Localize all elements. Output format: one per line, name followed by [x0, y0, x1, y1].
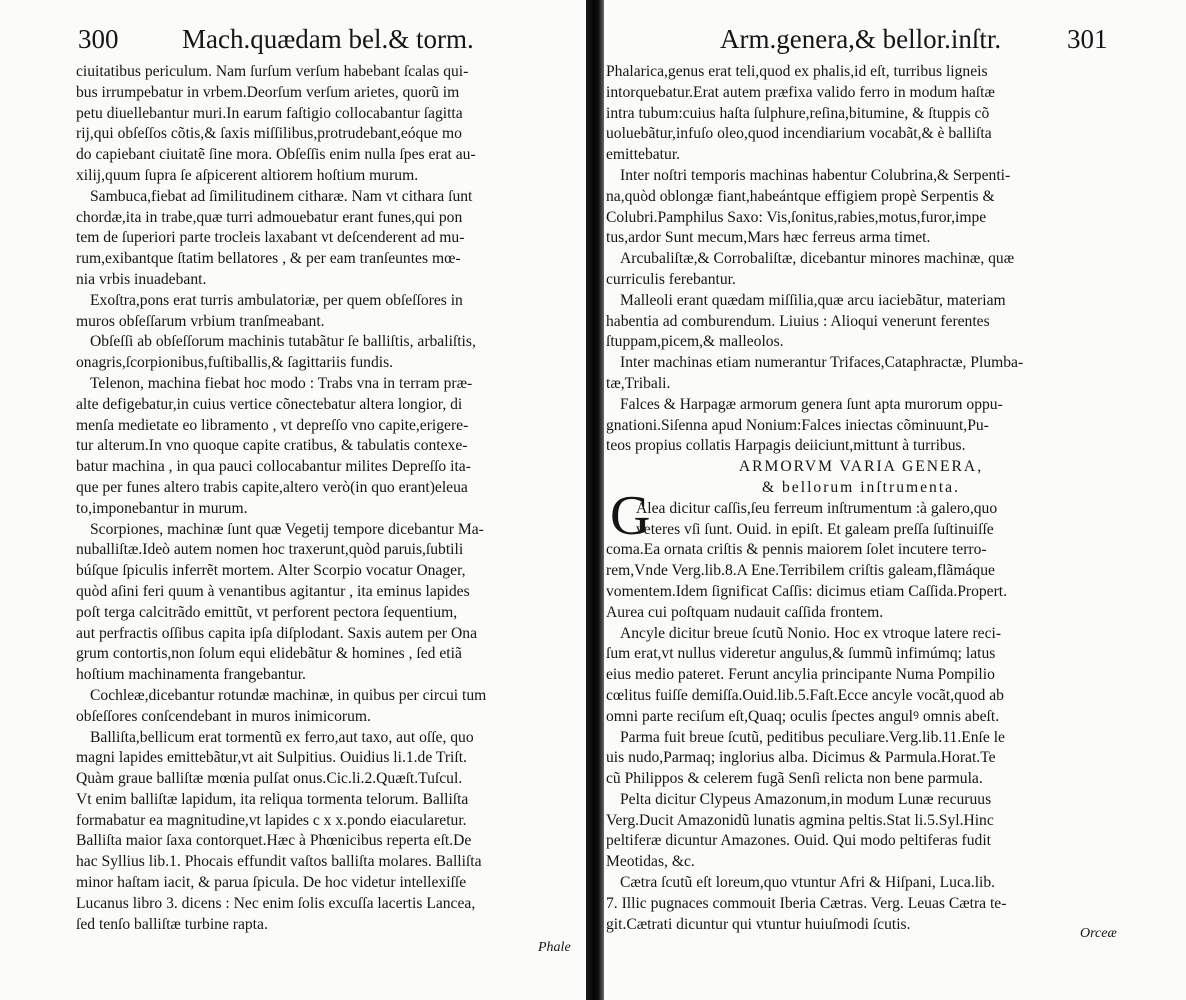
text-line: nuballiſtæ.Ideò autem nomen hoc traxerunt,quòd paruis,ſubtili: [76, 541, 464, 559]
text-line: búſque ſpiculis inferrẽt mortem. Alter Scorpio vocatur Onager,: [76, 562, 466, 580]
text-line: tur alterum.In vno quoque capite cratibus, & tabulatis contexe-: [76, 437, 468, 455]
text-line: eius medio pateret. Ferunt ancylia principante Numa Pompilio: [606, 666, 995, 684]
text-line: uis nudo,Parmaq; inglorius alba. Dicimus & Parmula.Horat.Te: [606, 749, 996, 767]
text-line: Cochleæ,dicebantur rotundæ machinæ, in quibus per circui tum: [90, 686, 487, 704]
text-line: que per funes altero trabis capite,altero verò(in quo erant)eleua: [76, 478, 468, 496]
page-number-right: 301: [1067, 24, 1108, 54]
text-line: Lucanus libro 3. dicens : Nec enim ſolis excuſſa lacertis Lancea,: [76, 894, 476, 912]
text-line: xilij,quum ſupra ſe aſpicerent altiorem hoſtium murum.: [76, 166, 419, 184]
catchword-right: Orceæ: [1080, 926, 1117, 941]
text-line: Scorpiones, machinæ ſunt quæ Vegetij tempore dicebantur Ma-: [90, 520, 484, 538]
text-line: teos propius collatis Harpagis deiiciunt,mittunt à turribus.: [606, 437, 966, 455]
text-line: peltiferæ dicuntur Amazones. Ouid. Qui modo peltiferas fudit: [606, 832, 991, 850]
text-line: Arcubaliſtæ,& Corrobaliſtæ, dicebantur minores machinæ, quæ: [620, 250, 1015, 268]
text-line: Exoſtra,pons erat turris ambulatoriæ, per quem obſeſſores in: [90, 291, 463, 309]
text-line: ARMORVM VARIA GENERA,: [738, 458, 984, 476]
text-line: to,imponebantur in murum.: [76, 499, 248, 517]
running-head-right: Arm.genera,& bellor.inſtr.: [720, 24, 1002, 54]
text-line: tus,ardor Sunt mecum,Mars hæc ferreus arma timet.: [606, 229, 931, 247]
text-line: rem,Vnde Verg.lib.8.A Ene.Terribilem criſtis galeam,flãmáque: [606, 562, 995, 580]
text-line: rum,exibantque ſtatim bellatores , & per eam tranſeuntes mœ-: [76, 250, 461, 268]
text-line: intorquebatur.Erat autem præfixa valido ferro in modum haſtæ: [606, 83, 995, 101]
text-line: na,quòd oblongæ fiant,habeántque effigiem propè Serpentis &: [606, 187, 995, 205]
text-line: alte defigebatur,in cuius vertice cõnectebatur altera longior, di: [76, 395, 463, 413]
text-line: tem de ſuperiori parte trocleis laxabant vt deſcenderent ad mu-: [76, 229, 465, 247]
text-line: Pelta dicitur Clypeus Amazonum,in modum Lunæ recuruus: [620, 790, 992, 808]
text-line: Vt enim balliſtæ lapidum, ita reliqua tormenta telorum. Balliſta: [76, 790, 469, 808]
text-line: Phalarica,genus erat teli,quod ex phalis,id eſt, turribus ligneis: [606, 63, 988, 80]
text-line: formabatur ea magnitudine,vt lapides c x x.pondo eiacularetur.: [76, 811, 467, 829]
text-line: cœlitus fuiſſe demiſſa.Ouid.lib.5.Faſt.Ecce ancyle vocãt,quod ab: [606, 686, 1004, 704]
text-line: muros obſeſſarum vrbium tranſmeabant.: [76, 312, 325, 330]
text-line: Inter machinas etiam numerantur Trifaces,Cataphractæ, Plumba-: [620, 354, 1024, 372]
text-line: ciuitatibus periculum. Nam ſurſum verſum habebant ſcalas qui-: [76, 63, 469, 80]
text-line: onagris,ſcorpionibus,fuſtiballis,& ſagittariis fundis.: [76, 354, 394, 372]
text-line: vomentem.Idem ſignificat Caſſis: dicimus etiam Caſſida.Propert.: [606, 582, 1008, 600]
text-line: habentia ad comburendum. Liuius : Alioqui venerunt ferentes: [606, 312, 990, 330]
right-page: [604, 0, 1186, 1000]
text-line: poſt terga calcitrãdo emittũt, vt perforent pectora ſequentium,: [76, 603, 458, 621]
text-line: hoſtium machinamenta frangebantur.: [76, 666, 306, 684]
text-line: nia vrbis inuadebant.: [76, 270, 207, 288]
text-line: Ancyle dicitur breue ſcutũ Nonio. Hoc ex vtroque latere reci-: [620, 624, 1002, 642]
text-line: cũ Philippos & celerem fugã Senſi relicta non bene parmula.: [606, 770, 983, 788]
drop-cap: G: [610, 485, 651, 547]
text-line: Sambuca,fiebat ad ſimilitudinem citharæ. Nam vt cithara ſunt: [90, 187, 473, 205]
text-line: tæ,Tribali.: [606, 374, 671, 392]
text-line: ſum erat,vt nullus videretur angulus,& ſummũ infimúmq; latus: [606, 645, 996, 663]
text-line: hac Syllius lib.1. Phocais effundit vaſtos balliſta molares. Balliſta: [76, 853, 482, 871]
text-line: Meotidas, &c.: [606, 853, 695, 871]
left-page: [0, 0, 586, 1000]
text-line: omni parte reciſum eſt,Quaq; oculis ſpectes angulꝰ omnis abeſt.: [606, 707, 1000, 725]
running-head-left: Mach.quædam bel.& torm.: [182, 24, 474, 54]
text-line: Alea dicitur caſſis,ſeu ferreum inſtrumentum :à galero,quo: [636, 499, 998, 517]
text-line: emittebatur.: [606, 146, 681, 164]
text-line: do capiebant ciuitatẽ ſine mora. Obſeſſis enim nulla ſpes erat au-: [76, 146, 476, 164]
text-line: magni lapides emittebãtur,vt ait Sulpitius. Ouidius li.1.de Triſt.: [76, 749, 467, 767]
text-line: Balliſta maior ſaxa contorquet.Hæc à Phœnicibus reperta eſt.De: [76, 832, 472, 850]
text-line: Malleoli erant quædam miſſilia,quæ arcu iaciebãtur, materiam: [620, 291, 1006, 309]
right-page-body: [606, 62, 1116, 935]
text-line: bus irrumpebatur in vrbem.Deorſum verſum arietes, quorũ im: [76, 83, 460, 101]
left-page-body: [76, 62, 572, 935]
page-number-left: 300: [78, 24, 119, 54]
text-line: uoluebãtur,infuſo oleo,quod incendiarium vocabãt,& è balliſta: [606, 125, 992, 143]
text-line: Obſeſſi ab obſeſſorum machinis tutabãtur ſe balliſtis, arbaliſtis,: [90, 333, 476, 351]
text-line: batur machina , in qua pauci collocabantur milites Depreſſo ita-: [76, 458, 471, 476]
text-line: Balliſta,bellicum erat tormentũ ex ferro,aut taxo, aut oſſe, quo: [90, 728, 474, 746]
text-line: git.Cætrati dicuntur qui vtuntur huiuſmodi ſcutis.: [606, 915, 911, 933]
text-line: & bellorum inſtrumenta.: [761, 478, 960, 496]
text-line: Falces & Harpagæ armorum genera ſunt apta murorum oppu-: [620, 395, 1003, 413]
text-line: Parma fuit breue ſcutũ, peditibus peculiare.Verg.lib.11.Enſe le: [620, 728, 1005, 746]
text-line: curriculis ferebantur.: [606, 270, 736, 288]
text-line: quòd aſini feri quum à venantibus agitantur , ita eminus lapides: [76, 582, 470, 600]
text-line: veteres vſi ſunt. Ouid. in epiſt. Et galeam preſſa ſuſtinuiſſe: [636, 520, 994, 538]
text-line: gnationi.Siſenna apud Nonium:Falces iniectas cõminuunt,Pu-: [606, 416, 989, 434]
text-line: Cætra ſcutũ eſt loreum,quo vtuntur Afri & Hiſpani, Luca.lib.: [620, 874, 996, 892]
text-line: intra tubum:cuius haſta ſulphure,reſina,bitumine, & ſtuppis cõ: [606, 104, 990, 122]
text-line: Aurea cui poſtquam nudauit caſſida frontem.: [606, 603, 884, 621]
text-line: obſeſſores conſcendebant in muros inimicorum.: [76, 707, 371, 725]
text-line: ſed tenſo balliſtæ turbine rapta.: [76, 915, 268, 933]
text-line: menſa medietate eo libramento , vt depreſſo vno capite,erigere-: [76, 416, 469, 434]
text-line: Quàm graue balliſtæ mœnia pulſat onus.Cic.li.2.Quæſt.Tuſcul.: [76, 770, 463, 788]
text-line: ſtuppam,picem,& malleolos.: [606, 333, 784, 351]
text-line: coma.Ea ornata criſtis & pennis maiorem ſolet incutere terro-: [606, 541, 987, 559]
text-line: minor haſtam iacit, & parua ſpicula. De hoc videtur intellexiſſe: [76, 874, 467, 892]
text-line: 7. Illic pugnaces commouit Iberia Cætras. Verg. Leuas Cætra te-: [606, 894, 1007, 912]
text-line: aut perfractis oſſibus capita ipſa diſplodant. Saxis autem per Ona: [76, 624, 477, 642]
text-line: grum contortis,non ſolum equi elidebãtur & homines , ſed etiã: [76, 645, 462, 663]
text-line: petu diuellebantur muri.In earum faſtigio collocabantur ſagitta: [76, 104, 463, 122]
text-line: chordæ,ita in trabe,quæ turri admouebatur erant funes,qui pon: [76, 208, 463, 226]
text-line: Inter noſtri temporis machinas habentur Colubrina,& Serpenti-: [620, 166, 1011, 184]
book-gutter: [586, 0, 604, 1000]
text-line: Colubri.Pamphilus Saxo: Vis,ſonitus,rabies,motus,furor,impe: [606, 208, 987, 226]
text-line: Verg.Ducit Amazonidũ lunatis agmina peltis.Stat li.5.Syl.Hinc: [606, 811, 994, 829]
text-line: rij,qui obſeſſos cõtis,& ſaxis miſſilibus,protrudebant,eóque mo: [76, 125, 462, 143]
text-line: Telenon, machina fiebat hoc modo : Trabs vna in terram præ-: [90, 374, 473, 392]
catchword-left: Phale: [538, 940, 571, 955]
